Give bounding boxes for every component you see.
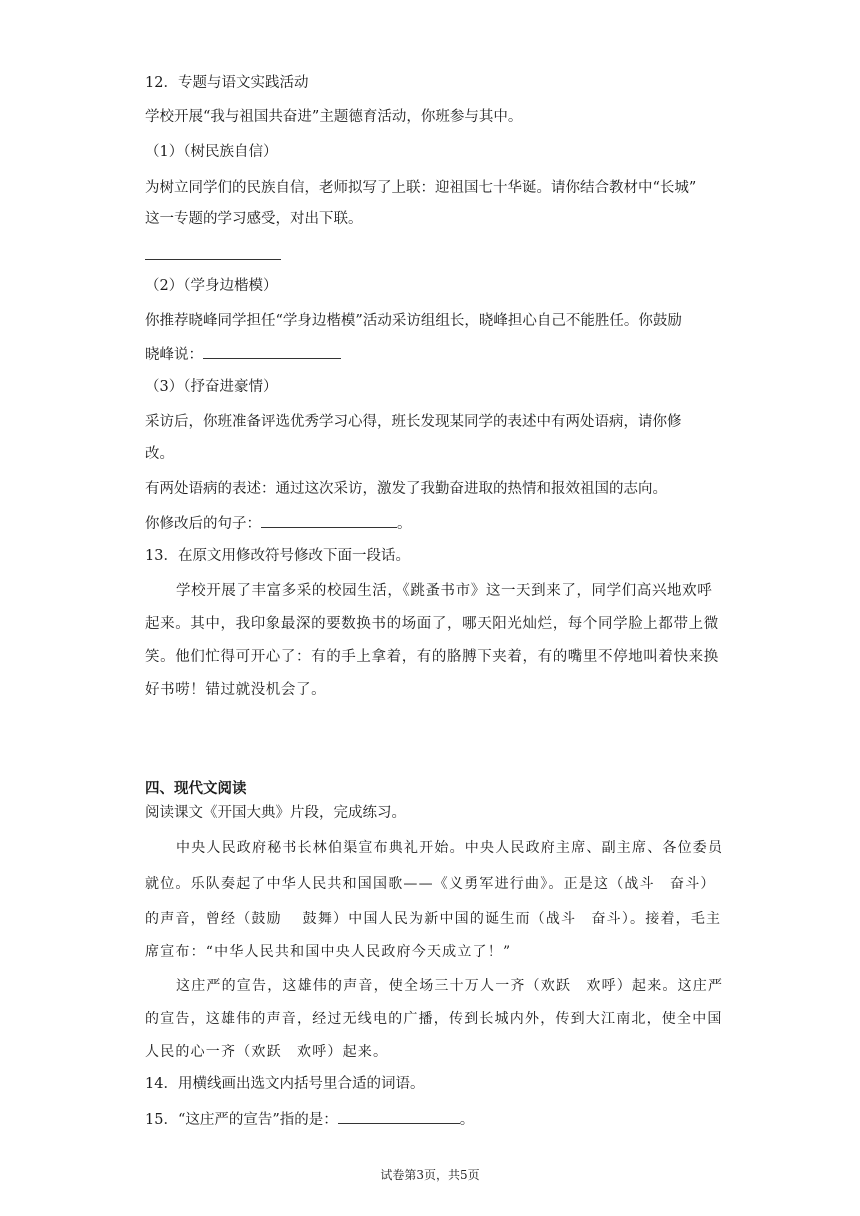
q12-part1-title: （1）（树民族自信）	[145, 144, 278, 160]
q13-title: 13．在原文用修改符号修改下面一段话。	[145, 548, 410, 564]
q12-part2-line1: 你推荐晓峰同学担任“学身边楷模”活动采访组组长，晓峰担心自己不能胜任。你鼓励	[145, 313, 682, 329]
section-intro: 阅读课文《开国大典》片段，完成练习。	[145, 805, 406, 821]
q12-part2-line2	[145, 344, 341, 365]
q13-line3: 笑。他们忙得可开心了：有的手上拿着，有的胳膊下夹着，有的嘴里不停地叫着快来换	[145, 649, 719, 665]
q12-part2-prefix: 晓峰说：	[145, 347, 203, 363]
page-footer: 试卷第3页，共5页	[380, 1168, 480, 1182]
q15-prefix: 15．“这庄严的宣告”指的是：	[145, 1112, 338, 1128]
q15-text	[145, 1109, 474, 1130]
passage-p1-line4: 席宣布：“中华人民共和国中央人民政府今天成立了！”	[145, 944, 512, 960]
q12-part3-suffix: 。	[397, 516, 412, 532]
passage-p1-line3: 的声音，曾经（鼓励 鼓舞）中国人民为新中国的诞生而（战斗 奋斗）。接着，毛主	[145, 911, 722, 927]
passage-p2-line2: 的宣告，这雄伟的声音，经过无线电的广播，传到长城内外，传到大江南北，使全中国	[145, 1011, 723, 1027]
section-heading: 四、现代文阅读	[145, 781, 247, 797]
passage-p2-line1: 这庄严的宣告，这雄伟的声音，使全场三十万人一齐（欢跃 欢呼）起来。这庄严	[176, 978, 724, 994]
q12-part3-line3: 有两处语病的表述：通过这次采访，激发了我勤奋进取的热情和报效祖国的志向。	[145, 481, 667, 497]
q12-part3-prefix: 你修改后的句子：	[145, 516, 261, 532]
answer-blank	[338, 1109, 460, 1124]
answer-blank-line	[145, 259, 281, 260]
q13-line4: 好书唠！错过就没机会了。	[145, 682, 327, 698]
q14-text: 14．用横线画出选文内括号里合适的词语。	[145, 1076, 425, 1092]
q12-part1-line2: 这一专题的学习感受，对出下联。	[145, 211, 363, 227]
passage-p2-line3: 人民的心一齐（欢跃 欢呼）起来。	[145, 1044, 389, 1060]
passage-p1-line2: 就位。乐队奏起了中华人民共和国国歌——《义勇军进行曲》。正是这（战斗 奋斗）	[145, 876, 716, 892]
answer-blank	[203, 344, 341, 359]
q13-line1: 学校开展了丰富多采的校园生活，《跳蚤书市》这一天到来了，同学们高兴地欢呼	[176, 583, 713, 599]
q12-part2-title: （2）（学身边楷模）	[145, 278, 278, 294]
q12-intro: 学校开展“我与祖国共奋进”主题德育活动，你班参与其中。	[145, 109, 523, 125]
answer-blank	[261, 513, 397, 528]
q12-part3-title: （3）（抒奋进豪情）	[145, 379, 278, 395]
q12-part3-line1: 采访后，你班准备评选优秀学习心得，班长发现某同学的表述中有两处语病，请你修	[145, 414, 682, 430]
q12-title: 12．专题与语文实践活动	[145, 75, 309, 91]
q12-part1-line1: 为树立同学们的民族自信，老师拟写了上联：迎祖国七十华诞。请你结合教材中“长城”	[145, 180, 697, 196]
passage-p1-line1: 中央人民政府秘书长林伯渠宣布典礼开始。中央人民政府主席、副主席、各位委员	[176, 840, 724, 856]
q15-suffix: 。	[459, 1112, 475, 1128]
q12-part3-line4	[145, 513, 412, 534]
q13-line2: 起来。其中，我印象最深的要数换书的场面了，哪天阳光灿烂，每个同学脸上都带上微	[145, 616, 719, 632]
q12-part3-line2: 改。	[145, 446, 174, 462]
